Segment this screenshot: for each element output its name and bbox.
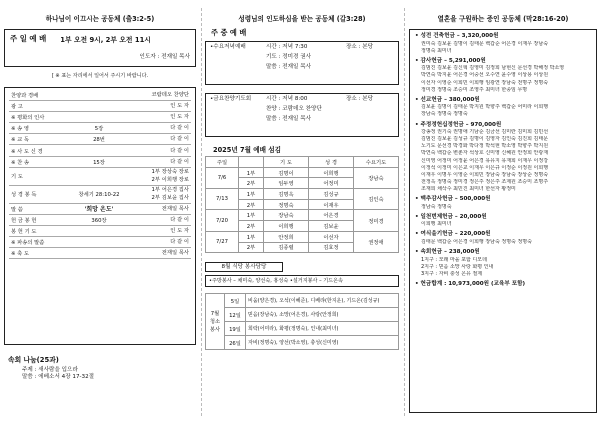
schedule-header: 수요기도	[354, 157, 399, 168]
order-person-line: 다 같 이	[170, 136, 189, 143]
schedule-cell: 정명숙	[264, 199, 309, 210]
order-person	[125, 185, 191, 203]
offering-title: • 성전 건축헌금 – 3,320,000원	[415, 33, 499, 39]
order-row	[9, 236, 191, 247]
column-divider	[404, 8, 405, 416]
group-topic: 주제 : 새사람을 입으라	[22, 367, 78, 373]
offering-section	[415, 214, 591, 229]
offering-names: 이정석 이정미 이은교 이재우 이은규 이정순 이정원 이희행	[421, 164, 549, 171]
schedule-header: 기 도	[264, 157, 309, 168]
order-person	[125, 123, 191, 134]
order-person-line: 코람데오 찬양단	[151, 92, 189, 99]
cleaning-day: 19일	[225, 322, 246, 336]
cleaning-members: 희락(어미라), 화평(정명숙), 인내(최미녀)	[246, 322, 399, 336]
order-person-line: 인 도 자	[170, 103, 189, 110]
fri-word: 말씀 : 전재일 목사	[266, 116, 312, 122]
offering-title: • 주정정헌십정헌금 – 970,000원	[415, 121, 502, 128]
order-row	[9, 112, 191, 123]
group-word: 말씀 : 에베소서 4장 17-32절	[22, 374, 95, 380]
schedule-header: 주일	[206, 157, 239, 168]
order-row	[9, 214, 191, 225]
offering-names: 이선자 이영순 이희민 이희행 임광연 장남숙 전명구 정명숙	[421, 79, 549, 86]
fri-time: 시간 : 저녁 8:00	[266, 96, 308, 102]
order-detail	[73, 145, 125, 156]
offering-names: 3지구 : 자비 충성 온유 절제	[421, 270, 483, 277]
order-person	[125, 225, 191, 236]
offering-names: 이희행 최미녀	[421, 221, 452, 228]
order-row	[9, 248, 191, 259]
offering-title: • 선교헌금 – 380,000원	[415, 96, 480, 103]
order-item: 헌 금 봉 헌	[9, 214, 73, 225]
meal-title: 8월 식당 봉사담당	[205, 262, 283, 272]
meal-duty: •주방봉사 – 채미숙, 양선숙, 홍성숙 •설거지봉사 – 기드온속	[205, 275, 399, 287]
group-title: 속회 나눔(25과)	[8, 356, 59, 364]
order-row	[9, 203, 191, 214]
order-person-line: 다 같 이	[170, 125, 189, 132]
order-person-line: 1부 어은경 집사	[151, 187, 189, 194]
order-person	[125, 101, 191, 112]
order-person-line: 2부 김보윤 집사	[151, 195, 189, 202]
order-person-line: 전재일 목사	[161, 205, 189, 212]
order-person	[125, 203, 191, 214]
left-column	[4, 0, 196, 424]
wed-place: 장소 : 본당	[346, 44, 374, 50]
order-row	[9, 123, 191, 134]
order-item: 말 씀	[9, 203, 73, 214]
schedule-cell: 2부	[239, 221, 264, 232]
schedule-cell: 임두영	[264, 178, 309, 189]
offering-title: • 감사헌금 – 5,291,000원	[415, 57, 486, 64]
schedule-cell: 어은경	[309, 210, 354, 221]
order-person	[125, 156, 191, 167]
offering-section	[415, 33, 591, 55]
cleaning-members: 비움(양은경), 오석(이혜준), 디베랴(한지운), 기드온(김성규)	[246, 294, 399, 308]
order-row	[9, 156, 191, 167]
offering-section	[415, 231, 591, 246]
middle-heading: 성령님의 인도하심을 받는 공동체 (갈3:28)	[238, 15, 366, 23]
cleaning-day: 12일	[225, 308, 246, 322]
schedule-cell: 김효정	[309, 242, 354, 253]
stand-notice: [ ※ 표는 자리에서 일어서 주시기 바랍니다.	[51, 73, 149, 79]
schedule-wednesday: 정미경	[354, 210, 399, 231]
order-person	[125, 112, 191, 123]
schedule-header: 성 경	[309, 157, 354, 168]
offering-names: 조재희 채삭수 최민진 최미녀 한선자 황정미	[421, 185, 516, 192]
schedule-row	[206, 189, 399, 200]
order-detail: 360장	[73, 214, 125, 225]
order-person	[125, 214, 191, 225]
order-detail	[73, 225, 125, 236]
schedule-cell: 김명옥	[264, 189, 309, 200]
fri-place: 장소 : 본당	[346, 96, 374, 102]
wed-word: 말씀 : 전재일 목사	[266, 64, 312, 70]
cleaning-label-line: 7월	[210, 310, 220, 317]
order-person-line: 인 도 자	[170, 114, 189, 121]
order-item: 광 고	[9, 101, 73, 112]
order-table	[9, 90, 191, 259]
service-box	[4, 29, 196, 67]
order-item: 기 도	[9, 167, 73, 185]
order-detail: '희망 온도'	[73, 203, 125, 214]
cleaning-members: 믿음(장남숙), 소망(어은경), 사랑(안정희)	[246, 308, 399, 322]
schedule-cell: 이희행	[309, 167, 354, 178]
weekday-title: 주 중 예 배	[211, 28, 247, 37]
schedule-cell: 안정희	[264, 231, 309, 242]
cleaning-day: 5일	[225, 294, 246, 308]
offering-names: 김태문 백갑순 어은경 이희행 장남숙 정명숙 정명숙	[421, 238, 532, 245]
schedule-row	[206, 167, 399, 178]
order-person-line: 1부 장상숙 장로	[151, 169, 189, 176]
schedule-cell: 2부	[239, 242, 264, 253]
order-detail	[73, 248, 125, 259]
fri-name: •금요찬양기도회	[210, 96, 252, 102]
schedule-header	[239, 157, 264, 168]
cleaning-label-line: 청소	[209, 318, 221, 325]
offering-names: 강송정 권기숙 권명애 기남순 김금선 김미란 김미희 김민선	[421, 129, 549, 136]
order-row	[9, 167, 191, 185]
schedule-row	[206, 210, 399, 221]
offering-names: 이재우 이명우 이영순 이희민 장남숙 장남숙 장상순 정명숙	[421, 171, 549, 178]
order-row	[9, 101, 191, 112]
order-detail: 28번	[73, 134, 125, 145]
order-detail: 15장	[73, 156, 125, 167]
order-item: ※ 찬 송	[9, 156, 73, 167]
schedule-wednesday: 권정애	[354, 231, 399, 252]
offering-section	[415, 122, 591, 193]
order-item: ※ 교 독	[9, 134, 73, 145]
schedule-header-row	[206, 157, 399, 168]
schedule-cell: 어정미	[309, 178, 354, 189]
offering-section	[415, 281, 591, 289]
schedule-cell: 2부	[239, 178, 264, 189]
order-detail: 창세기 28:10-22	[73, 185, 125, 203]
order-person	[125, 145, 191, 156]
offering-title: • 일천번제헌금 – 20,000원	[415, 213, 487, 220]
offering-section	[415, 97, 591, 119]
wed-leader: 기도 : 정미경 권사	[266, 54, 312, 60]
schedule-date: 7/27	[206, 231, 239, 252]
group-sharing	[4, 354, 196, 381]
offering-names: 2지구 : 믿음 소망 사랑 화평 인내	[421, 263, 494, 270]
order-row	[9, 145, 191, 156]
order-item: ※ 파송의 말씀	[9, 236, 73, 247]
schedule-cell: 이재우	[309, 199, 354, 210]
offering-names: 권미숙 김보윤 김명이 김태문 백갑순 어은경 이재우 장남숙	[421, 40, 549, 47]
order-detail	[73, 112, 125, 123]
offering-names: 정명숙 최미녀	[421, 47, 452, 54]
order-item: 찬양과 경배	[9, 90, 73, 101]
order-row	[9, 134, 191, 145]
right-heading: 열혼을 구원하는 증인 공동체 (막28:16-20)	[437, 15, 569, 23]
wednesday-service	[205, 41, 399, 85]
order-person	[125, 134, 191, 145]
offering-names: 김범진 김보윤 김성규 김명이 김영자 김인숙 김진희 김태문	[421, 136, 549, 143]
offering-names: 신미영 어정미 어정윤 어은경 유유지 유재희 이재우 이정강	[421, 157, 549, 164]
order-detail	[73, 167, 125, 185]
order-item: 성 경 봉 독	[9, 185, 73, 203]
cleaning-day: 26일	[225, 336, 246, 350]
schedule-cell: 김성규	[309, 189, 354, 200]
order-person	[125, 90, 191, 101]
middle-column	[205, 0, 399, 424]
offering-names: 김보윤 김명이 김태문 박지원 박향주 백갑순 어미라 이희행	[421, 104, 549, 111]
column-divider	[201, 8, 202, 416]
cleaning-row	[206, 294, 399, 308]
order-person-line: 다 같 이	[170, 216, 189, 223]
schedule-wednesday: 장남숙	[354, 167, 399, 188]
offering-section	[415, 249, 591, 278]
offering-section	[415, 58, 591, 94]
order-item: ※ 평화의 인사	[9, 112, 73, 123]
schedule-wednesday: 김인숙	[354, 189, 399, 210]
order-of-worship	[4, 87, 196, 345]
offering-names: 장남숙 정명숙 정명숙	[421, 111, 468, 118]
offering-title: • 속회헌금 – 238,000원	[415, 249, 480, 256]
order-detail	[73, 90, 125, 101]
order-item: ※ 축 도	[9, 248, 73, 259]
cleaning-row	[206, 322, 399, 336]
left-heading: 하나님이 이끄시는 공동체 (출3:2-5)	[45, 15, 155, 23]
cleaning-row	[206, 336, 399, 350]
order-item: ※ 사 도 신 경	[9, 145, 73, 156]
order-row	[9, 90, 191, 101]
cleaning-label	[206, 294, 225, 350]
schedule-cell: 1부	[239, 189, 264, 200]
schedule-cell: 김명이	[264, 167, 309, 178]
schedule-cell: 1부	[239, 167, 264, 178]
schedule-cell: 1부	[239, 210, 264, 221]
service-name: 주 일 예 배	[10, 34, 47, 43]
offering-title: • 맥추감사헌금 – 500,000원	[415, 195, 491, 202]
order-person	[125, 167, 191, 185]
schedule-date: 7/20	[206, 210, 239, 231]
order-person-line: 다 같 이	[170, 238, 189, 245]
order-row	[9, 225, 191, 236]
schedule-date: 7/13	[206, 189, 239, 210]
schedule-table	[205, 156, 399, 253]
offering-names: 정남숙 정명숙	[421, 203, 452, 210]
cleaning-table	[205, 293, 399, 350]
order-item: 봉 헌 기 도	[9, 225, 73, 236]
order-detail: 5장	[73, 123, 125, 134]
offering-list	[409, 29, 597, 413]
offering-names: 박연숙 박지윤 어은경 어중선 오수연 윤수영 이상용 이상원	[421, 72, 549, 79]
schedule-date: 7/6	[206, 167, 239, 188]
schedule-cell: 이선자	[309, 231, 354, 242]
schedule-cell: 장남숙	[264, 210, 309, 221]
friday-service	[205, 93, 399, 137]
schedule-cell: 1부	[239, 231, 264, 242]
offering-section	[415, 196, 591, 211]
order-person-line: 전재일 목사	[161, 250, 189, 257]
order-row	[9, 185, 191, 203]
order-detail	[73, 101, 125, 112]
offering-names: 노기도 문선경 박경화 박다정 박석현 박소영 박향주 박지원	[421, 143, 549, 150]
schedule-cell: 이희행	[264, 221, 309, 232]
offering-names: 김범진 김보윤 김신혁 김영미 김정희 남현신 문선경 박해정 박소영	[421, 65, 565, 72]
schedule-cell: 김보윤	[309, 221, 354, 232]
offering-names: 1지구 : 모래 마을 포함 디모데	[421, 256, 487, 263]
order-detail	[73, 236, 125, 247]
wed-name: •수요저녁예배	[210, 44, 246, 50]
order-person-line: 2부 이희행 장로	[151, 177, 189, 184]
schedule-cell: 김종렬	[264, 242, 309, 253]
right-column	[409, 0, 597, 424]
order-person	[125, 248, 191, 259]
cleaning-label-line: 봉사	[209, 326, 221, 333]
offering-title: • 헌금합계 : 10,973,000원 (교육부 포함)	[415, 280, 526, 287]
order-person-line: 인 도 자	[170, 227, 189, 234]
order-person-line: 다 같 이	[170, 158, 189, 165]
fri-praise: 찬양 : 코람데오 찬양단	[266, 106, 322, 112]
cleaning-members: 자비(정명숙), 양선(박소영), 충성(신미영)	[246, 336, 399, 350]
schedule-row	[206, 231, 399, 242]
service-leader: 인도자 : 전재일 목사	[139, 54, 190, 60]
offering-title: • 여식을기헌금 – 220,000원	[415, 231, 491, 238]
order-item: ※ 송 영	[9, 123, 73, 134]
offering-names: 박연숙 백갑순 변춘자 석상호 신미영 신혜원 안정희 안광재	[421, 150, 549, 157]
offering-names: 정미경 정명숙 조승미 조영주 최미녀 한종임 무명	[421, 86, 528, 93]
wed-time: 시간 : 저녁 7:30	[266, 44, 308, 50]
offering-names: 전정옥 정명숙 정미경 정은주 정은주 조제원 조승미 조명주	[421, 178, 549, 185]
schedule-cell: 2부	[239, 199, 264, 210]
order-person-line: 다 같 이	[170, 147, 189, 154]
cleaning-row	[206, 308, 399, 322]
service-times: 1부 오전 9시, 2부 오전 11시	[60, 35, 151, 44]
schedule-title: 2025년 7월 예배 섬김	[213, 146, 282, 154]
order-person	[125, 236, 191, 247]
